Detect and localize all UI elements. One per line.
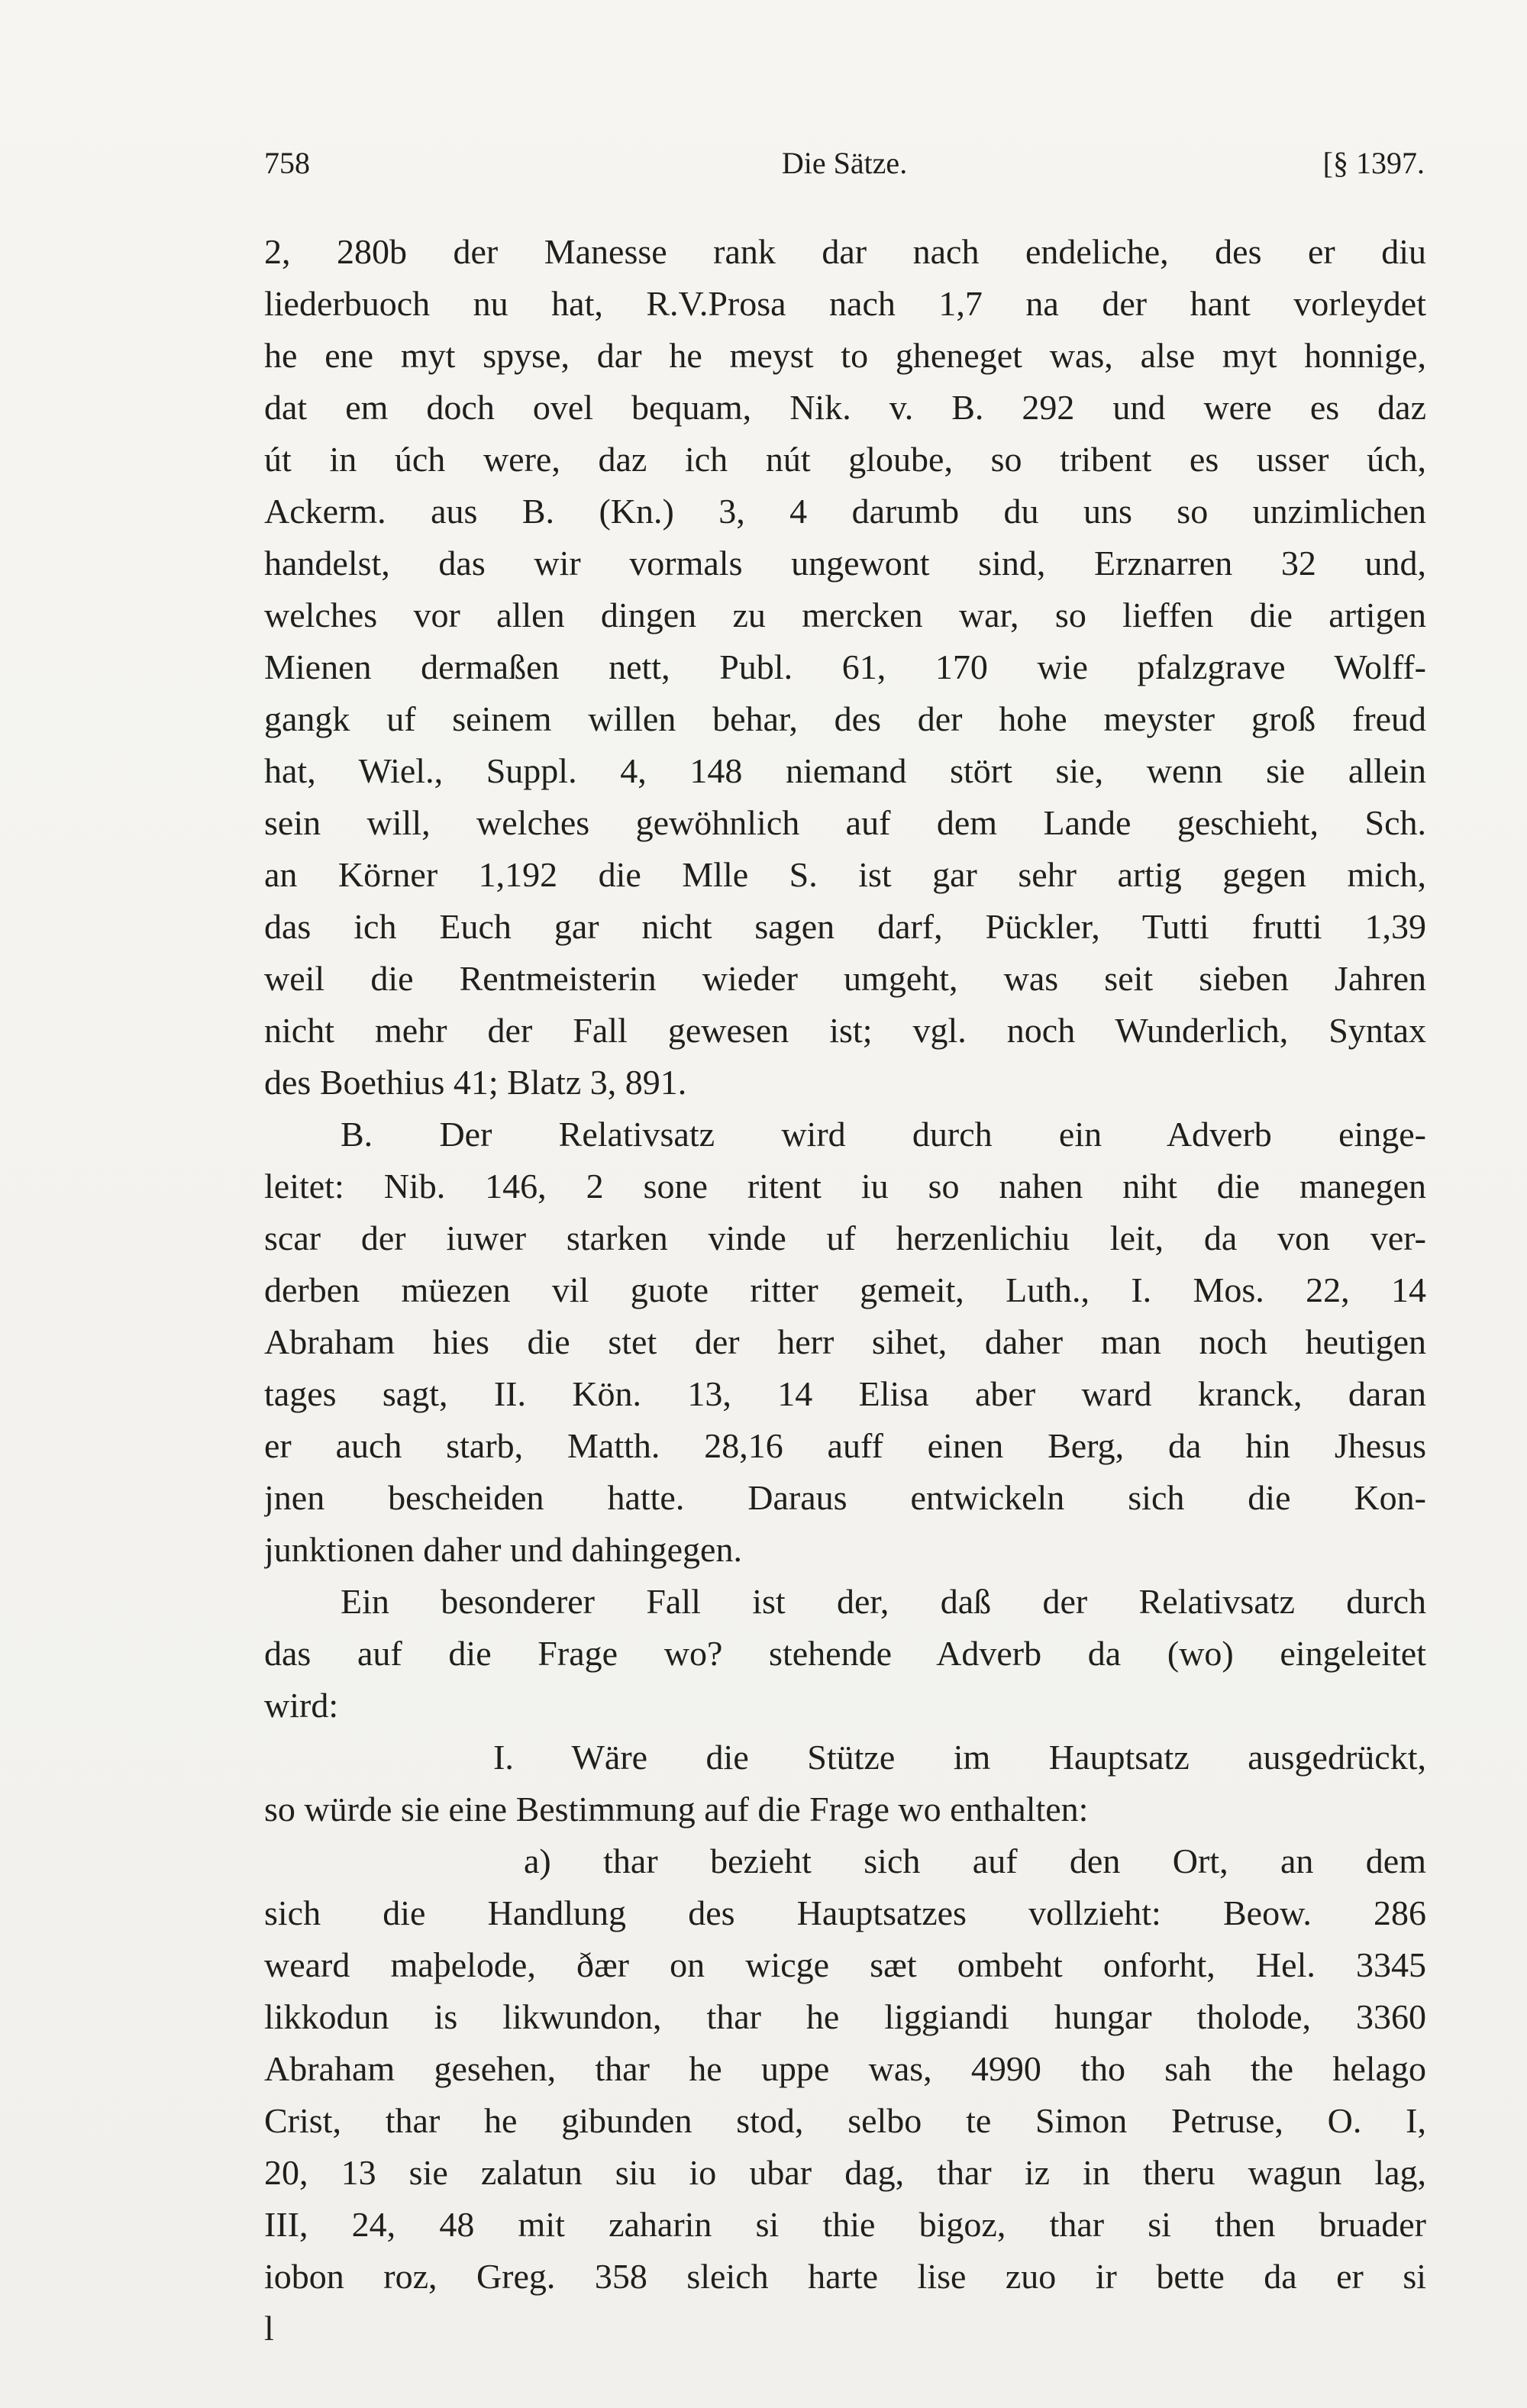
text-line: Ackerm. aus B. (Kn.) 3, 4 darumb du uns so unzimlichen (264, 492, 1426, 531)
text-line: út in úch were, daz ich nút gloube, so tribent es usser úch, (264, 440, 1426, 479)
text-line: das auf die Frage wo? stehende Adverb da (wo) eingeleitet (264, 1634, 1426, 1673)
text-line: I. Wäre die Stütze im Hauptsatz ausgedrückt, (493, 1738, 1426, 1777)
text-line: sein will, welches gewöhnlich auf dem Lande geschieht, Sch. (264, 803, 1426, 842)
text-line: handelst, das wir vormals ungewont sind, Erznarren 32 und, (264, 544, 1426, 583)
text-line: weard maþelode, ðær on wicge sæt ombeht onforht, Hel. 3345 (264, 1945, 1426, 1984)
text-line: Crist, thar he gibunden stod, selbo te Simon Petruse, O. I, (264, 2101, 1426, 2140)
body-text (264, 226, 1426, 2355)
text-line: leitet: Nib. 146, 2 sone ritent iu so nahen niht die manegen (264, 1167, 1426, 1206)
text-line: hat, Wiel., Suppl. 4, 148 niemand stört sie, wenn sie allein (264, 751, 1426, 790)
text-line: Abraham hies die stet der herr sihet, daher man noch heutigen (264, 1322, 1426, 1361)
text-line: Abraham gesehen, thar he uppe was, 4990 tho sah the helago (264, 2049, 1426, 2088)
text-line: an Körner 1,192 die Mlle S. ist gar sehr artig gegen mich, (264, 855, 1426, 894)
text-line: III, 24, 48 mit zaharin si thie bigoz, thar si then bruader (264, 2205, 1426, 2244)
section-number: [§ 1397. (1322, 146, 1425, 180)
text-line: likkodun is likwundon, thar he liggiandi hungar tholode, 3360 (264, 1997, 1426, 2036)
text-line: Mienen dermaßen nett, Publ. 61, 170 wie pfalzgrave Wolff- (264, 647, 1426, 686)
text-line: sich die Handlung des Hauptsatzes vollzieht: Beow. 286 (264, 1893, 1426, 1932)
text-line: jnen bescheiden hatte. Daraus entwickeln sich die Kon- (264, 1478, 1426, 1517)
text-line: dat em doch ovel bequam, Nik. v. B. 292 und were es daz (264, 388, 1426, 427)
text-line: he ene myt spyse, dar he meyst to gheneget was, alse myt honnige, (264, 336, 1426, 375)
text-line: 2, 280b der Manesse rank dar nach endeliche, des er diu (264, 232, 1426, 271)
text-line: Ein besonderer Fall ist der, daß der Relativsatz durch (341, 1582, 1426, 1621)
text-line: des Boethius 41; Blatz 3, 891. (264, 1063, 687, 1102)
text-line: derben müezen vil guote ritter gemeit, Luth., I. Mos. 22, 14 (264, 1270, 1426, 1309)
text-line: er auch starb, Matth. 28,16 auff einen Berg, da hin Jhesus (264, 1426, 1426, 1465)
text-line: weil die Rentmeisterin wieder umgeht, was seit sieben Jahren (264, 959, 1426, 998)
text-line: scar der iuwer starken vinde uf herzenlichiu leit, da von ver- (264, 1219, 1426, 1257)
text-line: so würde sie eine Bestimmung auf die Frage wo enthalten: (264, 1790, 1089, 1829)
running-title: Die Sätze. (781, 146, 908, 180)
text-line: l (264, 2309, 274, 2348)
page-number: 758 (264, 146, 310, 180)
text-line: das ich Euch gar nicht sagen darf, Pückler, Tutti frutti 1,39 (264, 907, 1426, 946)
text-line: 20, 13 sie zalatun siu io ubar dag, thar iz in theru wagun lag, (264, 2153, 1426, 2192)
text-line: wird: (264, 1686, 339, 1725)
text-line: B. Der Relativsatz wird durch ein Adverb einge- (341, 1115, 1426, 1154)
text-line: iobon roz, Greg. 358 sleich harte lise zuo ir bette da er si (264, 2257, 1426, 2296)
text-line: nicht mehr der Fall gewesen ist; vgl. noch Wunderlich, Syntax (264, 1011, 1426, 1050)
text-line: liederbuoch nu hat, R.V.Prosa nach 1,7 na der hant vorleydet (264, 284, 1426, 323)
text-line: a) thar bezieht sich auf den Ort, an dem (524, 1842, 1426, 1880)
running-head (264, 145, 1425, 191)
text-line: tages sagt, II. Kön. 13, 14 Elisa aber ward kranck, daran (264, 1374, 1426, 1413)
text-line: welches vor allen dingen zu mercken war, so lieffen die artigen (264, 596, 1426, 634)
text-line: junktionen daher und dahingegen. (264, 1530, 742, 1569)
text-line: gangk uf seinem willen behar, des der hohe meyster groß freud (264, 699, 1426, 738)
